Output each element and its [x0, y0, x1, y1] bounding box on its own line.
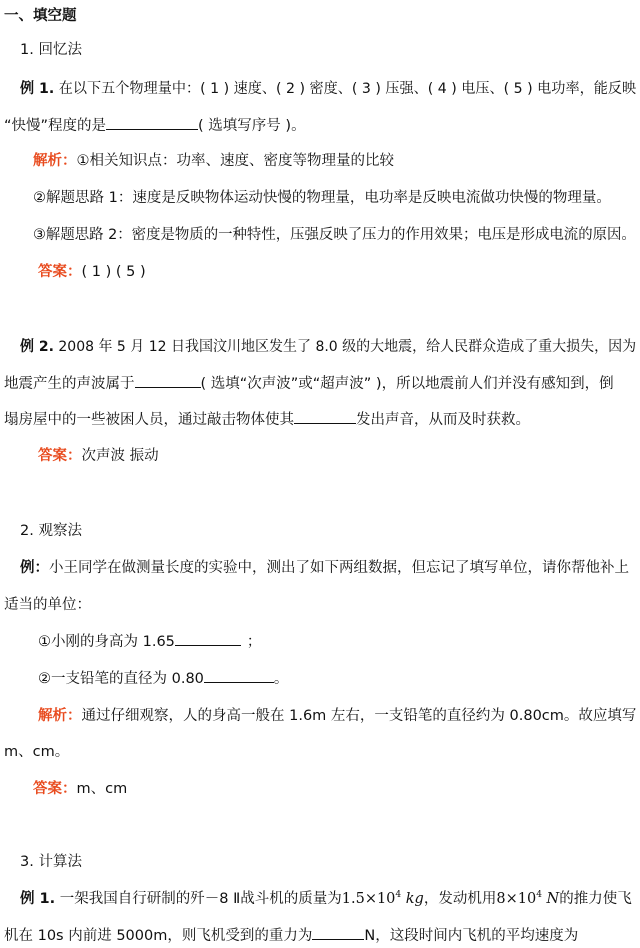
answer-blank	[135, 373, 201, 388]
example-3-line-2	[4, 925, 578, 946]
example-text: N，这段时间内飞机的平均速度为	[364, 928, 579, 944]
analysis-text: 通过仔细观察，人的身高一般在 1.6m 左右，一支铅笔的直径约为 0.80cm。故应填写	[81, 708, 637, 724]
section-title: 一、填空题	[4, 8, 77, 24]
force-exponent: 4	[536, 890, 542, 901]
answer-line	[38, 446, 159, 466]
example-3-line-1	[20, 889, 632, 909]
example-text: 地震产生的声波属于	[4, 376, 135, 392]
example-2-line-3	[4, 409, 530, 430]
analysis-line-3: ③解题思路 2：密度是物质的一种特性，压强反映了压力的作用效果；电压是形成电流的原因。	[33, 227, 636, 243]
answer-blank	[106, 115, 198, 130]
answer-blank	[294, 409, 356, 424]
example-line-1	[20, 558, 629, 578]
mass-unit: kg	[405, 891, 424, 907]
answer-blank	[204, 668, 274, 683]
answer-text: 次声波 振动	[81, 448, 159, 464]
item-line-2	[38, 668, 288, 689]
example-text: 塌房屋中的一些被困人员，通过敲击物体使其	[4, 412, 294, 428]
analysis-label: 解析：	[33, 153, 77, 169]
example-text: 2008 年 5 月 12 日我国汶川地区发生了 8.0 级的大地震，给人民群众造成了重大损失，因为	[58, 339, 637, 355]
example-1-line-1	[20, 79, 636, 99]
example-text: 小王同学在做测量长度的实验中，测出了如下两组数据，但忘记了填写单位，请你帮他补上	[49, 560, 629, 576]
answer-label: 答案：	[38, 448, 82, 464]
example-text: 机在 10s 内前进 5000m，则飞机受到的重力为	[4, 928, 313, 944]
analysis-line-2: ②解题思路 1：速度是反映物体运动快慢的物理量，电功率是反映电流做功快慢的物理量。	[33, 190, 611, 206]
example-text: ( 选填“次声波”或“超声波” )，所以地震前人们并没有感知到，倒	[200, 376, 614, 392]
force-power: ×10	[505, 891, 537, 907]
mass-power: ×10	[364, 891, 396, 907]
example-text: 一架我国自行研制的歼－8 Ⅱ战斗机的质量为	[59, 891, 342, 907]
analysis-line-1	[38, 706, 636, 726]
mass-coefficient: 1.5	[341, 891, 365, 907]
example-label: 例 2.	[20, 339, 54, 355]
mass-exponent: 4	[395, 890, 402, 901]
answer-line	[33, 779, 127, 799]
answer-label: 答案：	[38, 264, 82, 280]
example-text: 发出声音，从而及时获救。	[356, 412, 530, 428]
example-1-line-2	[4, 115, 306, 136]
example-label: 例：	[20, 560, 49, 576]
method-heading-observe: 2. 观察法	[20, 523, 82, 539]
method-heading-calculate: 3. 计算法	[20, 854, 82, 870]
example-2-line-2	[4, 373, 614, 394]
example-text: “快慢”程度的是	[4, 118, 107, 134]
method-heading-recall: 1. 回忆法	[20, 42, 82, 58]
item-line-1	[38, 631, 261, 652]
answer-blank	[312, 925, 364, 940]
example-text: 在以下五个物理量中：( 1 ) 速度、( 2 ) 密度、( 3 ) 压强、( 4 ) 电压、( 5 ) 电功率，能反映	[58, 81, 637, 97]
item-text: ②一支铅笔的直径为 0.80	[38, 671, 204, 687]
example-text: 的推力使飞	[559, 891, 632, 907]
example-label: 例 1.	[20, 891, 56, 907]
force-coefficient: 8	[496, 891, 506, 907]
force-unit: N	[546, 891, 560, 907]
example-line-2: 适当的单位：	[4, 597, 91, 613]
example-text: ( 选填写序号 )。	[198, 118, 306, 134]
analysis-line-2: m、cm。	[4, 744, 70, 760]
answer-blank	[175, 631, 241, 646]
answer-text: m、cm	[76, 781, 128, 797]
item-text: ；	[246, 634, 262, 650]
analysis-line-1	[33, 151, 394, 171]
answer-label: 答案：	[33, 781, 77, 797]
analysis-text: ①相关知识点：功率、速度、密度等物理量的比较	[76, 153, 394, 169]
example-text: ，发动机用	[423, 891, 497, 907]
force-value	[496, 891, 559, 907]
example-label: 例 1.	[20, 81, 55, 97]
example-2-line-1	[20, 337, 636, 357]
item-text: 。	[273, 671, 289, 687]
mass-value	[342, 891, 424, 907]
item-text: ①小刚的身高为 1.65	[38, 634, 175, 650]
answer-line	[38, 262, 146, 282]
answer-text: ( 1 ) ( 5 )	[81, 264, 146, 280]
analysis-label: 解析：	[38, 708, 82, 724]
